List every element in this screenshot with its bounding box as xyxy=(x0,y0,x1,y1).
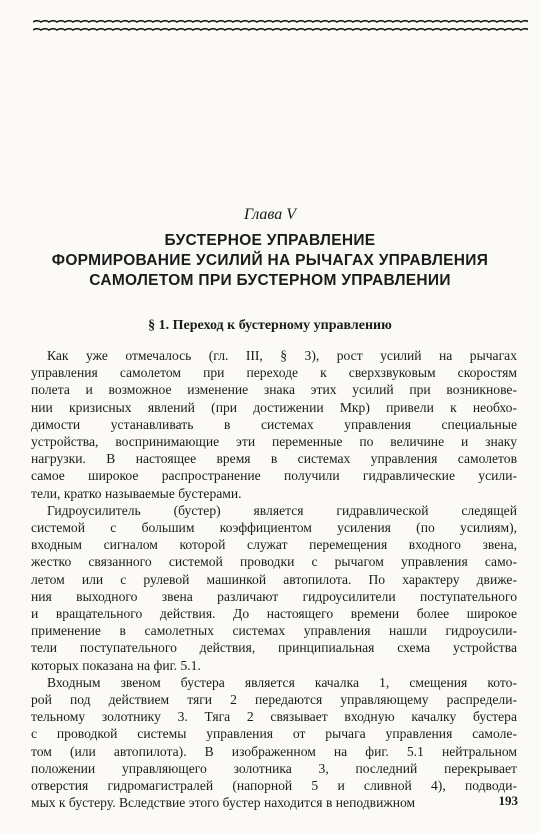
body-text xyxy=(31,347,517,811)
page-number: 193 xyxy=(498,793,518,808)
text-line: с проводкой системы управления от рычага управления самоле- xyxy=(31,726,517,742)
text-line: тели, кратко называемые бустерами. xyxy=(31,485,242,501)
chapter-title-line: ФОРМИРОВАНИЕ УСИЛИЙ НА РЫЧАГАХ УПРАВЛЕНИЯ xyxy=(51,252,489,269)
text-line: тели поступательного действия, принципиальная схема устройства xyxy=(31,640,517,656)
text-line: рой под действием тяги 2 передаются управляющему распредели- xyxy=(31,692,517,708)
chapter-title xyxy=(0,231,540,291)
text-line: управления самолетом при переходе к сверхзвуковым скоростям xyxy=(31,365,517,381)
text-line: ния выходного звена различают гидроусилители поступательного xyxy=(31,588,517,604)
chapter-title-line: БУСТЕРНОЕ УПРАВЛЕНИЕ xyxy=(164,232,376,249)
text-line: самое широкое распространение получили гидравлические усили- xyxy=(31,468,517,484)
chapter-title-line: САМОЛЕТОМ ПРИ БУСТЕРНОМ УПРАВЛЕНИИ xyxy=(89,272,451,289)
text-line: жестко связанного системой проводки с рычагом управления само- xyxy=(31,554,517,570)
text-line: полета и возможное изменение знака этих усилий при возникнове- xyxy=(31,382,517,398)
text-line: том (или автопилота). В изображенном на фиг. 5.1 нейтральном xyxy=(31,743,517,759)
text-line: положении управляющего золотника 3, последний перекрывает xyxy=(31,760,517,776)
text-line: мых к бустеру. Вследствие этого бустер находится в неподвижном xyxy=(31,795,416,811)
text-line: нии кризисных явлений (при достижении Mкр) привели к необхо- xyxy=(31,399,517,415)
text-line: применение в самолетных системах управления нашли гидроусили- xyxy=(31,623,517,639)
decorative-wave-rule xyxy=(33,10,528,40)
text-line: тельному золотнику 3. Тяга 2 связывает входную качалку бустера xyxy=(31,709,517,725)
text-line: которых показана на фиг. 5.1. xyxy=(31,657,201,673)
section-heading: § 1. Переход к бустерному управлению xyxy=(148,318,392,333)
text-line: и вращательного действия. До настоящего времени более широкое xyxy=(31,606,517,622)
chapter-label: Глава V xyxy=(243,206,297,223)
text-line: летом или с рулевой машинкой автопилота. По характеру движе- xyxy=(31,571,517,587)
text-line: димости устанавливать в системах управления специальные xyxy=(31,416,517,432)
paragraph xyxy=(31,347,517,502)
text-line: входным сигналом которой служат перемещения входного звена, xyxy=(31,537,517,553)
paragraph xyxy=(31,502,517,674)
text-line: отверстия гидромагистралей (напорной 5 и сливной 4), подводи- xyxy=(31,778,517,794)
text-line: Гидроусилитель (бустер) является гидравлической следящей xyxy=(47,502,517,518)
text-line: Входным звеном бустера является качалка 1, смещения кото- xyxy=(47,674,517,690)
text-line: устройства, воспринимающие эти переменные по величине и знаку xyxy=(31,434,517,450)
text-line: системой с большим коэффициентом усиления (по усилиям), xyxy=(31,520,517,536)
text-line: Как уже отмечалось (гл. III, § 3), рост усилий на рычагах xyxy=(47,348,517,363)
paragraph xyxy=(31,674,517,812)
text-line: нагрузки. В настоящее время в системах управления самолетов xyxy=(31,451,517,467)
